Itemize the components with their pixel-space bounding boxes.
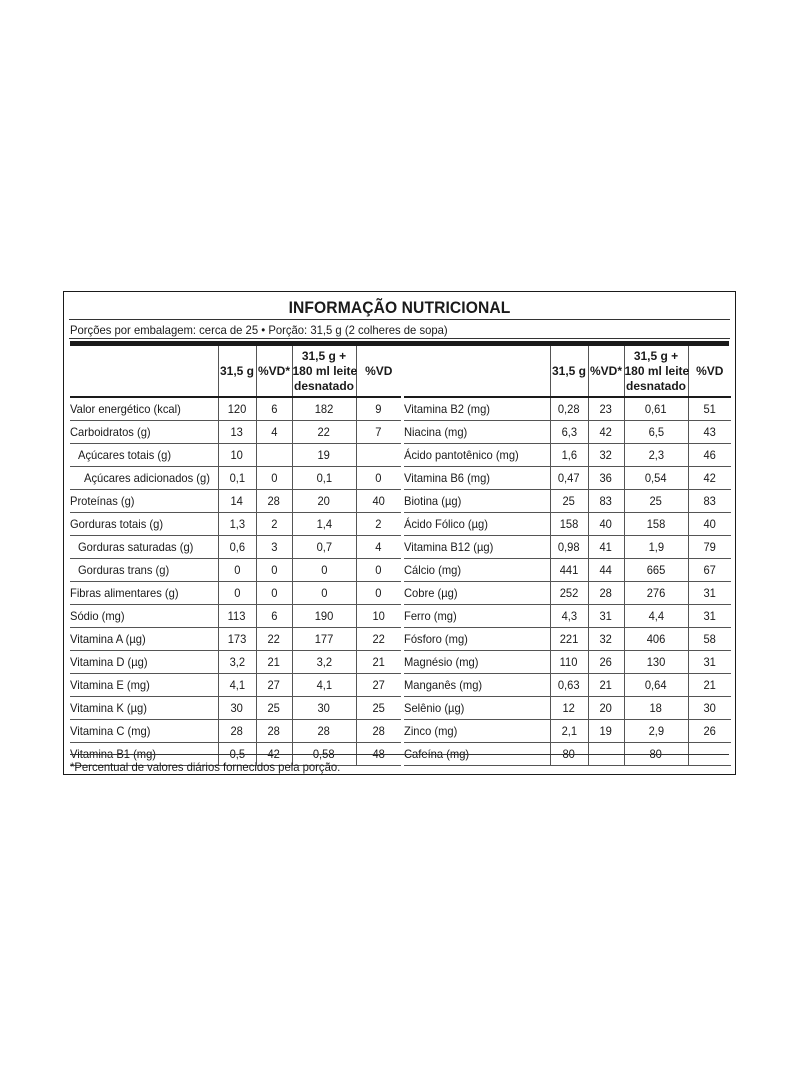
nutrient-label: Vitamina K (µg) (70, 697, 218, 720)
dv-value (256, 444, 292, 467)
table-row (70, 674, 401, 697)
portion-with-milk-value: 30 (292, 697, 356, 720)
portion-value: 25 (550, 490, 588, 513)
portion-value: 13 (218, 421, 256, 444)
portion-value: 113 (218, 605, 256, 628)
portion-value: 0,63 (550, 674, 588, 697)
table-row (404, 536, 731, 559)
dv-with-milk-value: 25 (356, 697, 401, 720)
table-row (404, 513, 731, 536)
nutrients-table-right (404, 346, 731, 766)
table-row (70, 513, 401, 536)
portion-with-milk-value: 190 (292, 605, 356, 628)
portion-value: 12 (550, 697, 588, 720)
dv-value: 26 (588, 651, 624, 674)
portion-value: 6,3 (550, 421, 588, 444)
dv-with-milk-value: 28 (356, 720, 401, 743)
dv-with-milk-value: 31 (688, 582, 731, 605)
nutrient-label: Cafeína (mg) (404, 743, 550, 766)
dv-with-milk-value: 0 (356, 559, 401, 582)
nutrient-label: Vitamina C (mg) (70, 720, 218, 743)
nutrient-label: Cobre (µg) (404, 582, 550, 605)
nutrient-label: Vitamina E (mg) (70, 674, 218, 697)
nutrient-label: Fibras alimentares (g) (70, 582, 218, 605)
portion-with-milk-value: 2,9 (624, 720, 688, 743)
nutrient-label: Niacina (mg) (404, 421, 550, 444)
table-row (404, 605, 731, 628)
dv-with-milk-value: 48 (356, 743, 401, 766)
dv-value: 28 (588, 582, 624, 605)
dv-value: 6 (256, 397, 292, 421)
portion-value: 0 (218, 559, 256, 582)
dv-with-milk-value: 0 (356, 582, 401, 605)
dv-value: 22 (256, 628, 292, 651)
nutrient-label: Magnésio (mg) (404, 651, 550, 674)
table-row (70, 697, 401, 720)
nutrient-label: Açúcares totais (g) (70, 444, 218, 467)
nutrient-label: Gorduras trans (g) (70, 559, 218, 582)
nutrient-label: Gorduras saturadas (g) (70, 536, 218, 559)
portion-value: 3,2 (218, 651, 256, 674)
nutrient-label: Vitamina A (µg) (70, 628, 218, 651)
table-row (70, 720, 401, 743)
table-row (70, 559, 401, 582)
nutrient-label: Vitamina B12 (µg) (404, 536, 550, 559)
dv-with-milk-value: 42 (688, 467, 731, 490)
portion-value: 120 (218, 397, 256, 421)
portion-with-milk-value: 177 (292, 628, 356, 651)
portion-with-milk-value: 276 (624, 582, 688, 605)
dv-value: 41 (588, 536, 624, 559)
portion-with-milk-value: 2,3 (624, 444, 688, 467)
portion-with-milk-value: 19 (292, 444, 356, 467)
portion-with-milk-value: 18 (624, 697, 688, 720)
table-row (404, 559, 731, 582)
nutrient-label: Açúcares adicionados (g) (70, 467, 218, 490)
dv-with-milk-value: 22 (356, 628, 401, 651)
table-row (70, 651, 401, 674)
portion-value: 0,5 (218, 743, 256, 766)
portion-value: 4,1 (218, 674, 256, 697)
header-portion: 31,5 g (218, 346, 256, 397)
dv-with-milk-value: 67 (688, 559, 731, 582)
dv-value: 21 (256, 651, 292, 674)
portion-with-milk-value: 0,64 (624, 674, 688, 697)
portion-value: 0,1 (218, 467, 256, 490)
portion-with-milk-value: 3,2 (292, 651, 356, 674)
portion-value: 0 (218, 582, 256, 605)
dv-value: 42 (588, 421, 624, 444)
table-row (404, 674, 731, 697)
table-row (70, 628, 401, 651)
header-portion: 31,5 g (550, 346, 588, 397)
table-row (70, 536, 401, 559)
nutrient-label: Carboidratos (g) (70, 421, 218, 444)
portion-with-milk-value: 0 (292, 559, 356, 582)
portion-value: 173 (218, 628, 256, 651)
dv-value: 83 (588, 490, 624, 513)
nutrient-label: Vitamina B1 (mg) (70, 743, 218, 766)
table-row (70, 490, 401, 513)
table-row (404, 651, 731, 674)
dv-value: 4 (256, 421, 292, 444)
title-divider (69, 319, 730, 320)
dv-with-milk-value: 43 (688, 421, 731, 444)
portion-value: 252 (550, 582, 588, 605)
dv-value: 44 (588, 559, 624, 582)
portion-value: 221 (550, 628, 588, 651)
portion-divider (69, 338, 730, 339)
table-row (404, 490, 731, 513)
header-dv-with-milk: %VD (356, 346, 401, 397)
panel-title: INFORMAÇÃO NUTRICIONAL (288, 298, 511, 317)
table-row (404, 720, 731, 743)
dv-with-milk-value (356, 444, 401, 467)
footnote: *Percentual de valores diários fornecidos pela porção. (70, 760, 341, 774)
header-nutrient (404, 346, 550, 397)
portion-value: 2,1 (550, 720, 588, 743)
portion-with-milk-value: 20 (292, 490, 356, 513)
portion-with-milk-value: 0,58 (292, 743, 356, 766)
dv-with-milk-value: 0 (356, 467, 401, 490)
portion-value: 0,28 (550, 397, 588, 421)
portion-with-milk-value: 0,7 (292, 536, 356, 559)
table-row (404, 582, 731, 605)
portion-with-milk-value: 1,9 (624, 536, 688, 559)
dv-with-milk-value: 7 (356, 421, 401, 444)
dv-with-milk-value: 26 (688, 720, 731, 743)
nutrient-label: Vitamina B6 (mg) (404, 467, 550, 490)
portion-with-milk-value: 4,4 (624, 605, 688, 628)
dv-value: 32 (588, 628, 624, 651)
portion-with-milk-value: 665 (624, 559, 688, 582)
table-row (404, 444, 731, 467)
dv-with-milk-value: 31 (688, 605, 731, 628)
dv-with-milk-value: 83 (688, 490, 731, 513)
nutrient-label: Selênio (µg) (404, 697, 550, 720)
dv-value: 0 (256, 467, 292, 490)
dv-with-milk-value: 2 (356, 513, 401, 536)
portion-with-milk-value: 130 (624, 651, 688, 674)
portion-value: 110 (550, 651, 588, 674)
portion-with-milk-value: 0,1 (292, 467, 356, 490)
portion-with-milk-value: 6,5 (624, 421, 688, 444)
portion-value: 14 (218, 490, 256, 513)
dv-with-milk-value: 21 (356, 651, 401, 674)
portion-value: 4,3 (550, 605, 588, 628)
dv-value: 3 (256, 536, 292, 559)
portion-with-milk-value: 0,61 (624, 397, 688, 421)
portion-with-milk-value: 182 (292, 397, 356, 421)
header-dv: %VD* (256, 346, 292, 397)
dv-with-milk-value: 40 (688, 513, 731, 536)
nutrient-label: Ácido Fólico (µg) (404, 513, 550, 536)
dv-with-milk-value: 9 (356, 397, 401, 421)
portion-with-milk-value: 25 (624, 490, 688, 513)
dv-value: 28 (256, 490, 292, 513)
dv-with-milk-value: 40 (356, 490, 401, 513)
table-header-row (404, 346, 731, 397)
portion-with-milk-value: 28 (292, 720, 356, 743)
dv-with-milk-value: 4 (356, 536, 401, 559)
portion-value: 441 (550, 559, 588, 582)
dv-value: 21 (588, 674, 624, 697)
portion-info: Porções por embalagem: cerca de 25 • Porção: 31,5 g (2 colheres de sopa) (70, 323, 448, 337)
footnote-divider (70, 754, 729, 755)
dv-value: 32 (588, 444, 624, 467)
table-row (404, 697, 731, 720)
dv-value: 42 (256, 743, 292, 766)
table-row (70, 605, 401, 628)
dv-with-milk-value: 51 (688, 397, 731, 421)
dv-value: 40 (588, 513, 624, 536)
table-row (404, 421, 731, 444)
dv-value: 0 (256, 559, 292, 582)
table-row (70, 421, 401, 444)
portion-with-milk-value: 1,4 (292, 513, 356, 536)
table-row (404, 397, 731, 421)
portion-value: 1,3 (218, 513, 256, 536)
portion-with-milk-value: 0 (292, 582, 356, 605)
nutrient-label: Fósforo (mg) (404, 628, 550, 651)
nutrition-facts-panel (63, 291, 736, 775)
header-portion-with-milk: 31,5 g + 180 ml leite desnatado (624, 346, 688, 397)
dv-value: 36 (588, 467, 624, 490)
header-portion-with-milk: 31,5 g + 180 ml leite desnatado (292, 346, 356, 397)
nutrients-table-left (70, 346, 401, 766)
portion-value: 158 (550, 513, 588, 536)
portion-with-milk-value: 406 (624, 628, 688, 651)
table-header-row (70, 346, 401, 397)
dv-value: 6 (256, 605, 292, 628)
header-dv-with-milk: %VD (688, 346, 731, 397)
header-dv: %VD* (588, 346, 624, 397)
dv-with-milk-value: 58 (688, 628, 731, 651)
portion-value: 0,47 (550, 467, 588, 490)
nutrient-label: Manganês (mg) (404, 674, 550, 697)
dv-value: 20 (588, 697, 624, 720)
dv-value: 2 (256, 513, 292, 536)
nutrient-label: Vitamina D (µg) (70, 651, 218, 674)
table-row (404, 467, 731, 490)
dv-with-milk-value: 46 (688, 444, 731, 467)
dv-value: 28 (256, 720, 292, 743)
dv-with-milk-value: 27 (356, 674, 401, 697)
dv-with-milk-value: 31 (688, 651, 731, 674)
dv-with-milk-value: 30 (688, 697, 731, 720)
nutrient-label: Sódio (mg) (70, 605, 218, 628)
dv-with-milk-value: 21 (688, 674, 731, 697)
portion-value: 0,6 (218, 536, 256, 559)
table-row (70, 467, 401, 490)
portion-with-milk-value: 80 (624, 743, 688, 766)
portion-value: 10 (218, 444, 256, 467)
nutrient-label: Proteínas (g) (70, 490, 218, 513)
dv-value: 25 (256, 697, 292, 720)
table-row (70, 397, 401, 421)
portion-with-milk-value: 158 (624, 513, 688, 536)
portion-value: 80 (550, 743, 588, 766)
nutrient-label: Ácido pantotênico (mg) (404, 444, 550, 467)
dv-value: 23 (588, 397, 624, 421)
portion-with-milk-value: 22 (292, 421, 356, 444)
table-row (70, 444, 401, 467)
dv-value: 31 (588, 605, 624, 628)
nutrient-label: Valor energético (kcal) (70, 397, 218, 421)
nutrient-label: Ferro (mg) (404, 605, 550, 628)
nutrient-label: Gorduras totais (g) (70, 513, 218, 536)
table-row (70, 582, 401, 605)
portion-with-milk-value: 4,1 (292, 674, 356, 697)
portion-value: 30 (218, 697, 256, 720)
nutrient-label: Zinco (mg) (404, 720, 550, 743)
portion-value: 0,98 (550, 536, 588, 559)
dv-value: 27 (256, 674, 292, 697)
nutrient-label: Biotina (µg) (404, 490, 550, 513)
nutrient-label: Vitamina B2 (mg) (404, 397, 550, 421)
portion-value: 28 (218, 720, 256, 743)
dv-value: 0 (256, 582, 292, 605)
header-nutrient (70, 346, 218, 397)
table-row (404, 628, 731, 651)
portion-with-milk-value: 0,54 (624, 467, 688, 490)
dv-with-milk-value: 10 (356, 605, 401, 628)
dv-with-milk-value: 79 (688, 536, 731, 559)
nutrient-label: Cálcio (mg) (404, 559, 550, 582)
dv-value: 19 (588, 720, 624, 743)
portion-value: 1,6 (550, 444, 588, 467)
